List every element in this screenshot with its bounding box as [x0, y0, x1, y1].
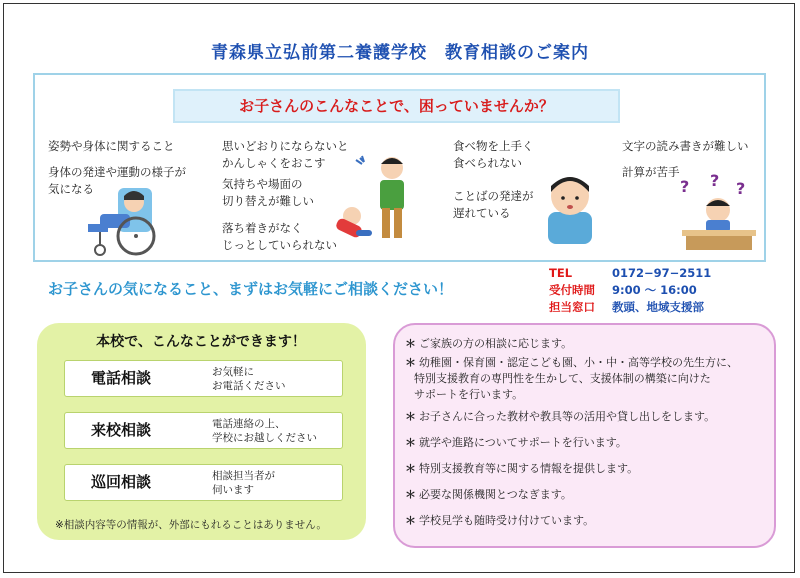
wheelchair-child-illustration — [78, 180, 170, 258]
service-desc-line: 相談担当者が — [212, 470, 275, 482]
svg-text:?: ? — [680, 177, 690, 196]
bullet: ＊ — [405, 410, 416, 423]
support-item-continuation: 特別支援教育の専門性を生かして、支援体制の構築に向けた — [414, 372, 711, 385]
contact-desk — [612, 300, 704, 315]
concern-posture: 姿勢や身体に関すること — [48, 139, 175, 153]
contact-hours — [612, 283, 697, 298]
support-item-text: 必要な関係機関とつなぎます。 — [419, 488, 572, 501]
support-item-text: 就学や進路についてサポートを行います。 — [419, 436, 627, 449]
desk-label: 担当窓口 — [549, 300, 595, 314]
service-description — [212, 469, 275, 497]
service-description — [212, 365, 286, 393]
concerns-banner: お子さんのこんなことで、困っていませんか？ — [173, 89, 620, 123]
support-item-text: ご家族の方の相談に応じます。 — [419, 337, 573, 350]
bullet: ＊ — [405, 356, 416, 369]
service-desc-line: 学校にお越しください — [212, 432, 317, 444]
concern-speech — [453, 188, 534, 222]
concern-line: 気になる — [48, 182, 94, 196]
bullet: ＊ — [405, 514, 416, 527]
support-item-text: 特別支援教育等に関する情報を提供します。 — [419, 462, 639, 475]
hours-value: 9:00 ～ 16:00 — [612, 283, 697, 297]
concern-line: かんしゃくをおこす — [222, 156, 326, 170]
svg-text:?: ? — [736, 179, 746, 198]
contact-desk-label — [549, 300, 595, 315]
concern-eating — [453, 138, 534, 172]
contact-tel-label — [549, 266, 572, 281]
support-item-text: お子さんに合った教材や教具等の活用や貸し出しをします。 — [419, 410, 716, 423]
concern-arithmetic: 計算が苦手 — [622, 165, 680, 179]
concern-reading-writing: 文字の読み書きが難しい — [622, 139, 749, 153]
support-item-text: 幼稚園・保育園・認定こども園、小・中・高等学校の先生方に、 — [419, 356, 738, 369]
concern-line: 身体の発達や運動の様子が — [48, 165, 186, 179]
bullet: ＊ — [405, 488, 416, 501]
boy-illustration — [540, 168, 600, 244]
parent-and-tantrum-child-illustration — [330, 150, 430, 250]
service-phone-consultation — [64, 360, 343, 397]
service-desc-line: お電話ください — [212, 380, 286, 392]
support-item — [405, 336, 775, 352]
concern-line: 思いどおりにならないと — [222, 139, 349, 153]
service-name: 電話相談 — [91, 369, 152, 387]
support-item — [405, 513, 775, 529]
concern-line: 気持ちや場面の — [222, 177, 303, 191]
support-item — [405, 461, 775, 477]
service-desc-line: 伺います — [212, 484, 254, 496]
concern-line: 切り替えが難しい — [222, 194, 314, 208]
contact-tel — [612, 266, 711, 281]
service-description — [212, 417, 317, 445]
service-desc-line: お気軽に — [212, 366, 254, 378]
tel-label: TEL — [549, 266, 573, 280]
concern-line: 食べられない — [453, 156, 522, 170]
concern-line: じっとしていられない — [222, 238, 337, 252]
concern-line: ことばの発達が — [453, 189, 534, 203]
bullet: ＊ — [405, 462, 416, 475]
privacy-footnote: ※相談内容等の情報が、外部にもれることはありません。 — [55, 519, 327, 531]
bullet: ＊ — [405, 337, 416, 350]
consultation-invite: お子さんの気になること、まずはお気軽にご相談ください！ — [48, 280, 454, 298]
concern-line: 落ち着きがなく — [222, 221, 303, 235]
support-item — [405, 487, 775, 503]
support-item-text: 学校見学も随時受け付けています。 — [419, 514, 595, 527]
bullet: ＊ — [405, 436, 416, 449]
desk-value: 教頭、地域支援部 — [612, 300, 704, 314]
service-name: 巡回相談 — [91, 473, 152, 491]
studying-child-illustration — [676, 174, 762, 250]
service-visit-consultation — [64, 412, 343, 449]
page-title: 青森県立弘前第二養護学校 教育相談のご案内 — [211, 43, 589, 63]
support-item — [405, 435, 775, 451]
tel-number: 0172−97−2511 — [612, 266, 712, 280]
concern-line: 遅れている — [453, 206, 511, 220]
svg-text:?: ? — [710, 174, 720, 190]
concern-restless — [222, 220, 337, 254]
support-item-continuation: サポートを行います。 — [414, 388, 524, 401]
service-name: 来校相談 — [91, 421, 152, 439]
concern-switching — [222, 176, 314, 210]
support-item — [405, 409, 775, 425]
contact-hours-label — [549, 283, 595, 298]
hours-label: 受付時間 — [549, 283, 595, 297]
service-outreach-consultation — [64, 464, 343, 501]
concern-line: 食べ物を上手く — [453, 139, 534, 153]
service-desc-line: 電話連絡の上、 — [212, 418, 286, 430]
support-item — [405, 355, 775, 371]
services-panel-title: 本校で、こんなことができます！ — [96, 334, 306, 350]
